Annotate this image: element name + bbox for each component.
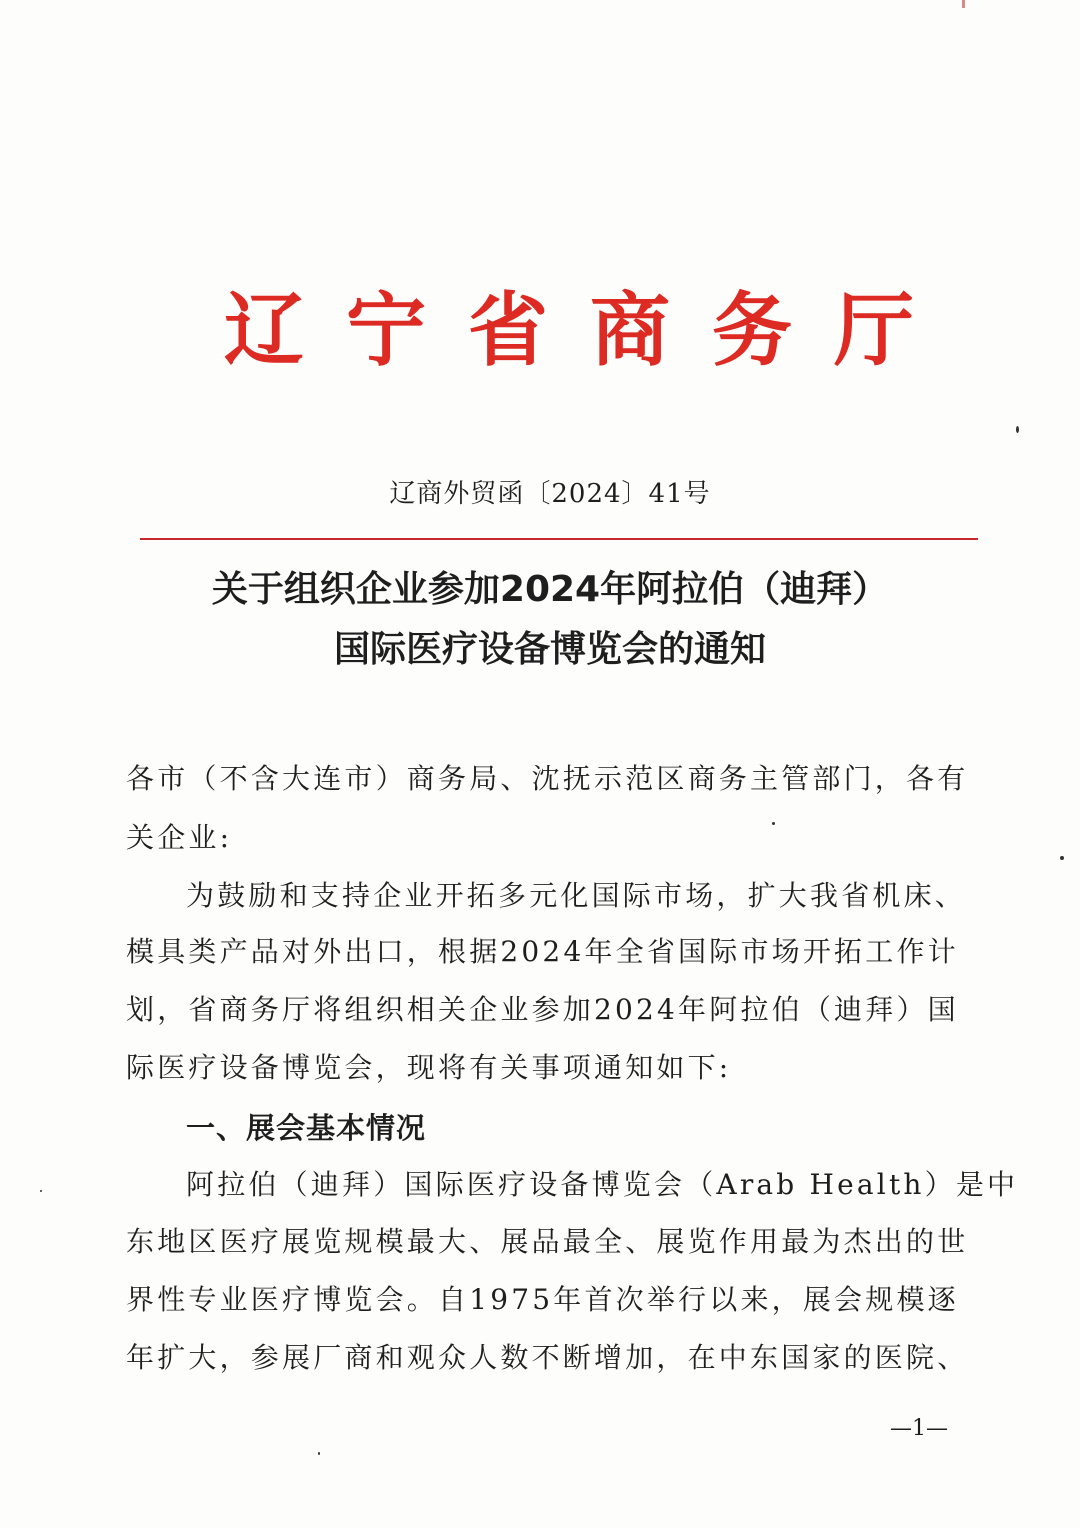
- document-number: 辽商外贸函〔2024〕41号: [389, 479, 711, 509]
- red-separator-rule: [140, 538, 978, 540]
- paragraph-line: 际医疗设备博览会，现将有关事项通知如下:: [126, 1051, 732, 1084]
- title-line-2: 国际医疗设备博览会的通知: [333, 629, 766, 670]
- paragraph-line: 为鼓励和支持企业开拓多元化国际市场，扩大我省机床、: [186, 879, 967, 912]
- paragraph-line: 东地区医疗展览规模最大、展品最全、展览作用最为杰出的世: [126, 1225, 969, 1258]
- paragraph-line: 年扩大，参展厂商和观众人数不断增加，在中东国家的医院、: [126, 1341, 969, 1374]
- section-heading: 一、展会基本情况: [186, 1111, 427, 1145]
- salutation-line: 关企业:: [126, 821, 233, 854]
- salutation-line: 各市（不含大连市）商务局、沈抚示范区商务主管部门，各有: [126, 762, 969, 795]
- paragraph-line: 界性专业医疗博览会。自1975年首次举行以来，展会规模逐: [126, 1283, 959, 1316]
- scan-speck: [1060, 856, 1064, 860]
- title-line-1: 关于组织企业参加2024年阿拉伯（迪拜）: [211, 569, 889, 610]
- document-title: [120, 560, 980, 680]
- page-number: —1—: [890, 1416, 948, 1441]
- scan-corner-mark: [962, 0, 965, 8]
- issuer-masthead: 辽宁省商务厅: [224, 283, 956, 377]
- scan-speck: [40, 1190, 42, 1192]
- scan-speck: [1016, 426, 1019, 433]
- paragraph-line: 划，省商务厅将组织相关企业参加2024年阿拉伯（迪拜）国: [126, 993, 959, 1026]
- scan-speck: [318, 1452, 320, 1455]
- paragraph-line: 阿拉伯（迪拜）国际医疗设备博览会（Arab Health）是中: [186, 1168, 1019, 1201]
- paragraph-line: 模具类产品对外出口，根据2024年全省国际市场开拓工作计: [126, 935, 959, 968]
